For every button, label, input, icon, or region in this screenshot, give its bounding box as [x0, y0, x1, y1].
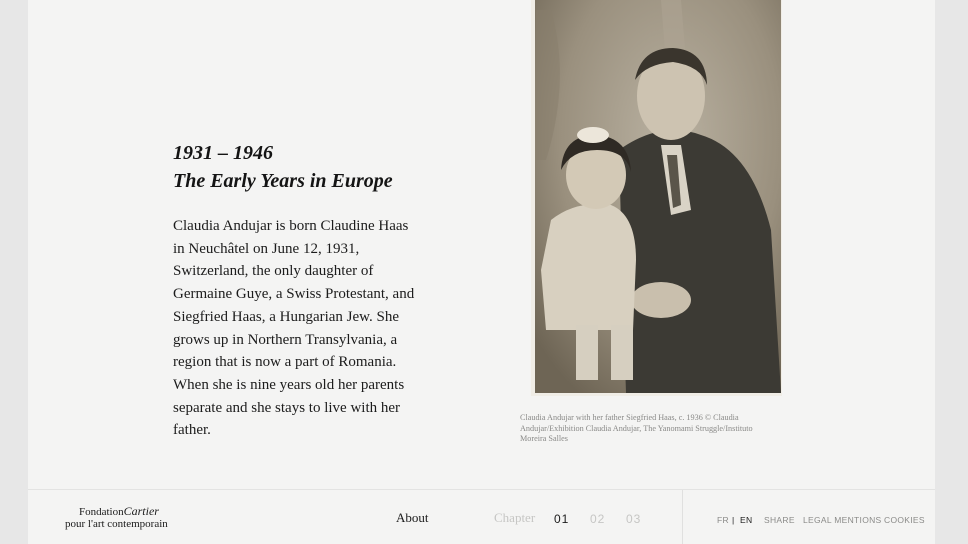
- logo-cartier: Cartier: [123, 504, 159, 518]
- fondation-cartier-logo[interactable]: [65, 505, 168, 530]
- paragraph-line: Switzerland, the only daughter of: [173, 263, 374, 280]
- paragraph-line: in Neuchâtel on June 12, 1931,: [173, 240, 360, 257]
- historic-photo: [531, 0, 782, 396]
- caption-line: Claudia Andujar with her father Siegfried Haas, c. 1936 © Claudia: [520, 413, 739, 422]
- photo-caption: [520, 413, 795, 445]
- cookies-link[interactable]: COOKIES: [884, 515, 925, 525]
- share-link[interactable]: SHARE: [764, 515, 795, 525]
- logo-line-2: pour l'art contemporain: [65, 518, 168, 530]
- caption-line: Moreira Salles: [520, 434, 568, 443]
- chapter-heading: [173, 139, 473, 195]
- lang-en-link[interactable]: EN: [740, 515, 753, 525]
- about-link[interactable]: About: [396, 510, 429, 525]
- footer-divider: [682, 490, 683, 544]
- paragraph-line: Siegfried Haas, a Hungarian Jew. She: [173, 308, 400, 325]
- paragraph-line: Claudia Andujar is born Claudine Haas: [173, 218, 409, 234]
- paragraph-line: When she is nine years old her parents: [173, 376, 405, 393]
- date-range: 1931 – 1946: [173, 142, 273, 164]
- paragraph-line: Germaine Guye, a Swiss Protestant, and: [173, 286, 415, 303]
- page-panel: [28, 0, 935, 544]
- chapter-title: The Early Years in Europe: [173, 170, 393, 192]
- caption-line: Andujar/Exhibition Claudia Andujar, The Yanomami Struggle/Instituto: [520, 423, 753, 433]
- paragraph-line: father.: [173, 422, 211, 439]
- paragraph-line: separate and she stays to live with her: [173, 399, 401, 416]
- paragraph-line: region that is now a part of Romania.: [173, 354, 397, 371]
- paragraph-line: grows up in Northern Transylvania, a: [173, 331, 398, 348]
- lang-separator: |: [732, 515, 735, 525]
- chapter-01-link[interactable]: 01: [554, 512, 570, 526]
- logo-line-1: [65, 505, 168, 518]
- chapter-02-link[interactable]: 02: [590, 512, 606, 526]
- logo-fondation: Fondation: [79, 506, 124, 518]
- lang-fr-link[interactable]: FR: [717, 515, 729, 525]
- chapter-03-link[interactable]: 03: [626, 512, 642, 526]
- biography-paragraph: [173, 215, 448, 442]
- legal-mentions-link[interactable]: LEGAL MENTIONS: [803, 515, 882, 525]
- footer-bar: [28, 489, 935, 544]
- chapter-label: Chapter: [494, 510, 536, 525]
